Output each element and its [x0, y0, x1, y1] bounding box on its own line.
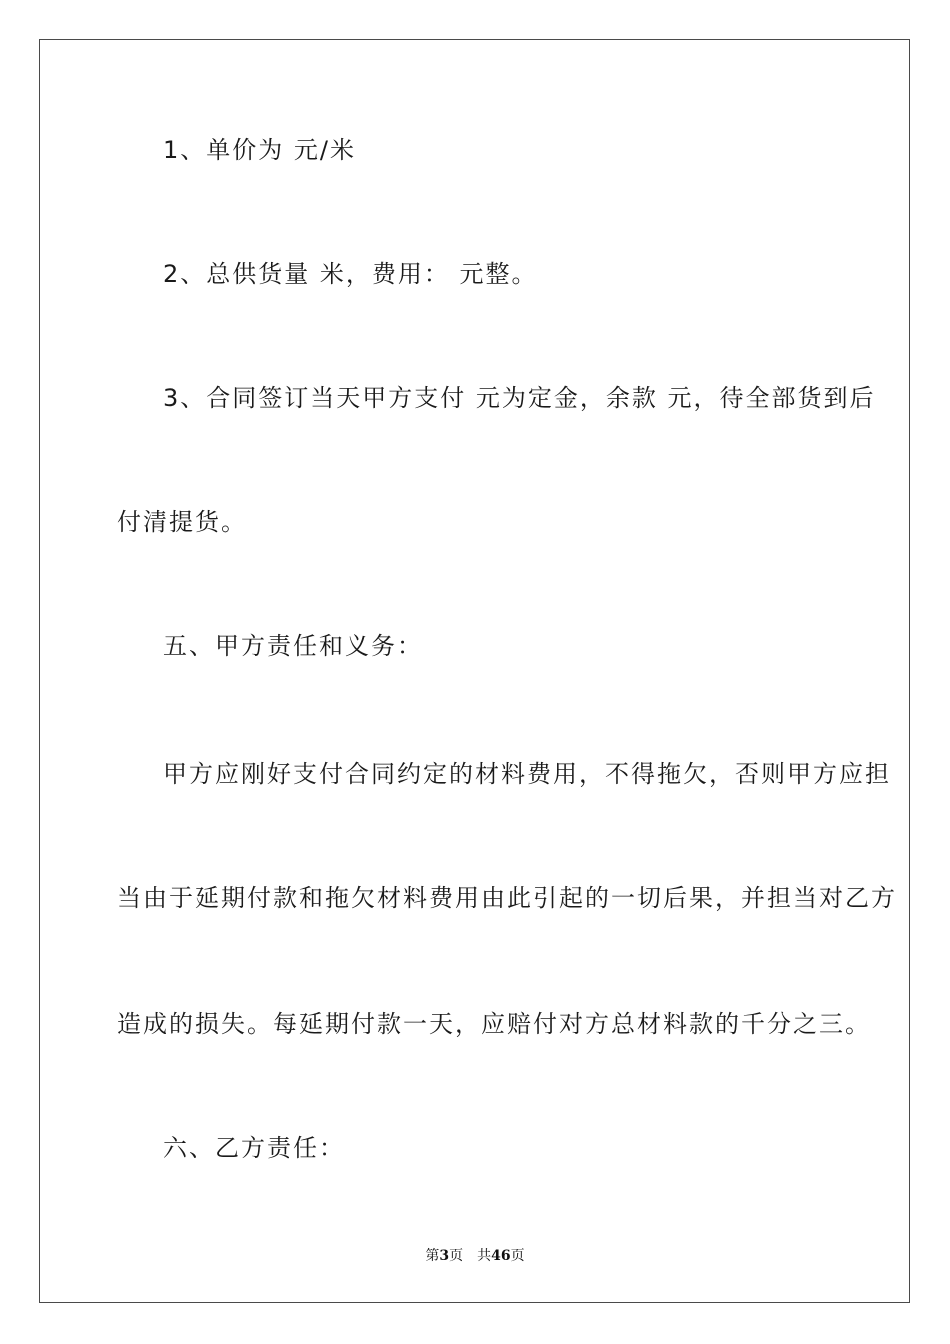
page-border: [39, 39, 910, 1303]
clause-payment-deposit-cont: 付清提货。: [117, 508, 247, 536]
footer-total-suffix: 页: [510, 1248, 525, 1264]
party-a-duty-line-3: 造成的损失。每延期付款一天，应赔付对方总材料款的千分之三。: [117, 1010, 871, 1038]
page-footer: [0, 1247, 950, 1265]
clause-total-supply: 2、总供货量 米，费用： 元整。: [163, 260, 538, 288]
section-heading-party-a: 五、甲方责任和义务：: [163, 632, 423, 660]
party-a-duty-line-2: 当由于延期付款和拖欠材料费用由此引起的一切后果，并担当对乙方: [117, 884, 897, 912]
footer-total-prefix: 共: [477, 1248, 492, 1264]
party-a-duty-line-1: 甲方应刚好支付合同约定的材料费用，不得拖欠，否则甲方应担: [163, 760, 891, 788]
footer-page-prefix: 第: [425, 1248, 440, 1264]
clause-payment-deposit: 3、合同签订当天甲方支付 元为定金，余款 元，待全部货到后: [163, 384, 876, 412]
clause-unit-price: 1、单价为 元/米: [163, 136, 356, 164]
footer-page-total: 46: [491, 1248, 511, 1264]
section-heading-party-b: 六、乙方责任：: [163, 1134, 345, 1162]
footer-page-suffix: 页: [449, 1248, 464, 1264]
footer-page-current: 3: [439, 1248, 450, 1264]
